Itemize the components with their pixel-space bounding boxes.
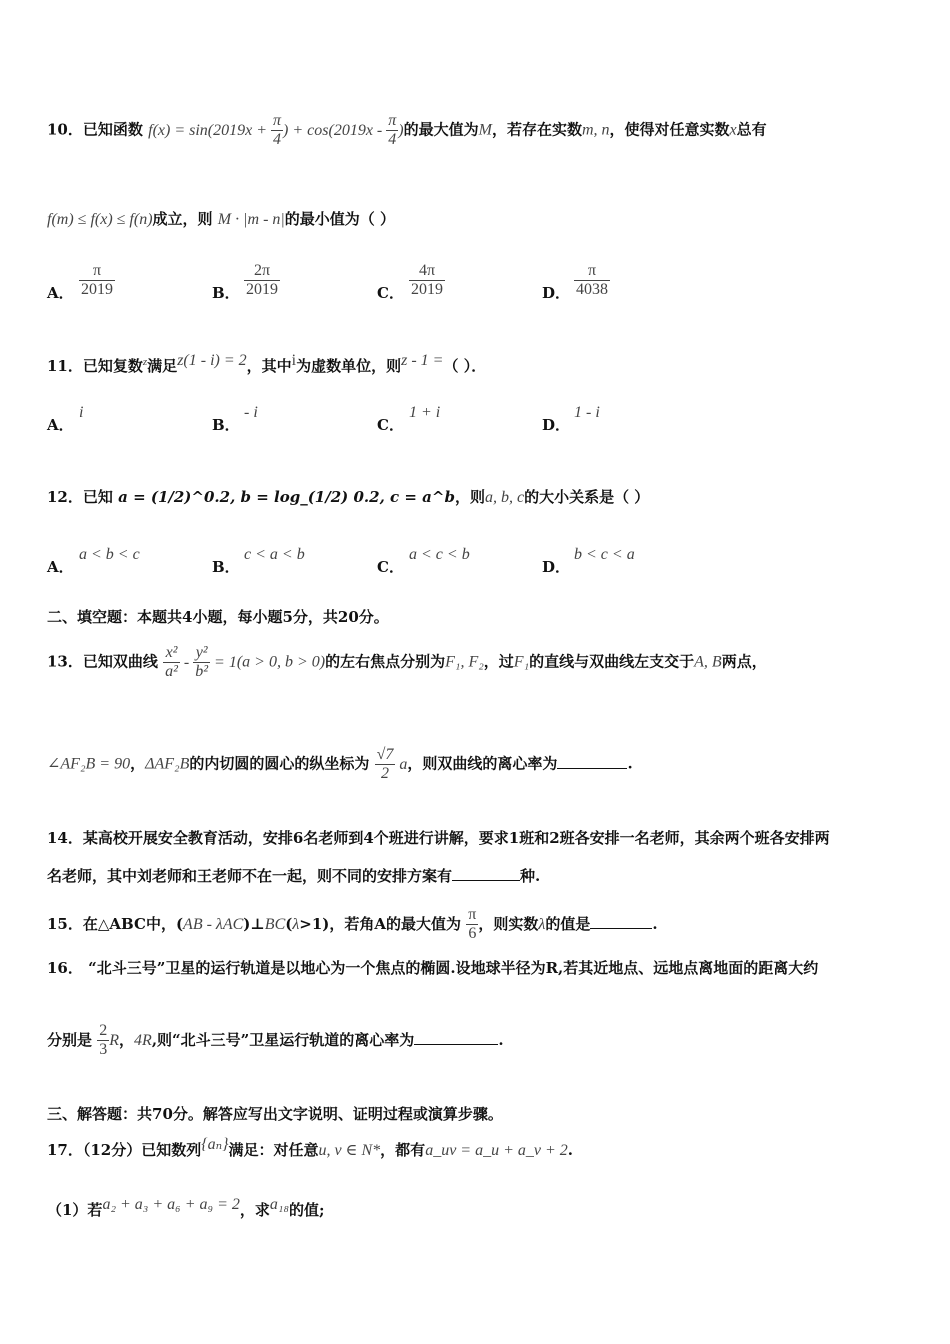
option-label: D． bbox=[542, 284, 571, 302]
q11-line: 11．已知复数$^z$满足z(1 - i) = 2，其中i为虚数单位，则z - 1 =（ ）． bbox=[47, 352, 487, 375]
section-2-heading: 二、填空题：本题共4小题，每小题5分，共20分。 bbox=[47, 608, 389, 626]
q16-line1: 16． “北斗三号”卫星的运行轨道是以地心为一个焦点的椭圆.设地球半径为R,若其近地点、远地点离地面的距离大约 bbox=[47, 959, 819, 977]
option-value: a < b < c bbox=[79, 546, 140, 563]
option-value: 1 + i bbox=[409, 404, 441, 421]
option-value: c < a < b bbox=[244, 546, 305, 563]
option-label: C． bbox=[377, 284, 404, 302]
option-label: C． bbox=[377, 416, 404, 434]
option-label: A． bbox=[47, 558, 74, 576]
q14-answer-blank[interactable] bbox=[452, 879, 520, 881]
q14-line2: 名老师，其中刘老师和王老师不在一起，则不同的安排方案有 种. bbox=[47, 867, 541, 885]
q16-line2: 分别是 $\frac{2}{3}$ R，4R,则“北斗三号”卫星运行轨道的离心率为 . bbox=[47, 1022, 504, 1059]
option-label: D． bbox=[542, 416, 571, 434]
q17-line: 17．（12分）已知数列{aₙ}满足：对任意u, v ∈ N*，都有a_uv = a_u + a_v + 2. bbox=[47, 1136, 574, 1159]
q17-part1: （1）若a₂ + a₃ + a₆ + a₉ = 2，求a₁₈的值; bbox=[47, 1196, 325, 1219]
section-3-heading: 三、解答题：共70分。解答应写出文字说明、证明过程或演算步骤。 bbox=[47, 1105, 503, 1123]
q13-line1: 13．已知双曲线 $\frac{\text{x²}}{\text{a²}}$ - $\frac{\text{y²}}{\text{b²}}$ = 1(a > 0, b > 0)的左右焦点分别为F₁, F₂，过F₁的直线与双曲线左支交于A, B两点， bbox=[47, 644, 767, 681]
option-value: i bbox=[79, 404, 84, 421]
q13-ycoord: $\frac{√7}{2}$ a bbox=[376, 746, 408, 783]
q13-line2: ∠AF₂B = 90，ΔAF₂B的内切圆的圆心的纵坐标为 $\frac{√7}{2}$ a，则双曲线的离心率为 . bbox=[47, 746, 633, 783]
q12-line: 12．已知 a = (1/2)^0.2, b = log_(1/2) 0.2, c = a^b，则a, b, c的大小关系是（ ） bbox=[47, 488, 650, 506]
option-value: 1 - i bbox=[574, 404, 600, 421]
q10-function: f(x) = sin(2019x + $\frac{\pi}{4}$ ) + cos(2019x - $\frac{\pi}{4}$ ) bbox=[148, 112, 404, 149]
option-value: $\frac{2\pi}{2019}$ bbox=[246, 262, 278, 299]
q16-fraction: $\frac{2}{3}$ bbox=[99, 1022, 108, 1059]
option-label: C． bbox=[377, 558, 404, 576]
q10-line1: 10．已知函数 f(x) = sin(2019x + $\frac{\pi}{4}$ ) + cos(2019x - $\frac{\pi}{4}$ )的最大值为M，若存在实数m, n，使得对任意实数x总有 bbox=[47, 112, 767, 149]
q12-expression: a = (1/2)^0.2, b = log_(1/2) 0.2, c = a^b bbox=[118, 488, 455, 506]
option-label: B． bbox=[212, 416, 240, 434]
option-label: A． bbox=[47, 284, 74, 302]
option-label: D． bbox=[542, 558, 571, 576]
option-value: $\frac{\pi}{2019}$ bbox=[81, 262, 113, 299]
q13-answer-blank[interactable] bbox=[557, 767, 627, 769]
option-label: B． bbox=[212, 284, 240, 302]
option-value: a < c < b bbox=[409, 546, 470, 563]
q15-angle-fraction: $\frac{\pi}{6}$ bbox=[468, 906, 477, 943]
q16-answer-blank[interactable] bbox=[414, 1043, 498, 1045]
q10-line2: f(m) ≤ f(x) ≤ f(n)成立，则 M · |m - n|的最小值为（ ） bbox=[47, 210, 396, 228]
option-value: $\frac{4\pi}{2019}$ bbox=[411, 262, 443, 299]
option-value: $\frac{\pi}{4038}$ bbox=[576, 262, 608, 299]
q15-answer-blank[interactable] bbox=[590, 927, 652, 929]
option-label: A． bbox=[47, 416, 74, 434]
q14-line1: 14．某高校开展安全教育活动，安排6名老师到4个班进行讲解，要求1班和2班各安排一名老师，其余两个班各安排两 bbox=[47, 829, 830, 847]
q15-line: 15．在△ABC中，(AB - λAC)⊥BC(λ>1)，若角A的最大值为 $\frac{\pi}{6}$ ，则实数λ的值是 . bbox=[47, 906, 658, 943]
option-value: b < c < a bbox=[574, 546, 635, 563]
option-label: B． bbox=[212, 558, 240, 576]
option-value: - i bbox=[244, 404, 258, 421]
q13-hyperbola: $\frac{\text{x²}}{\text{a²}}$ - $\frac{\text{y²}}{\text{b²}}$ = 1 bbox=[165, 644, 237, 681]
